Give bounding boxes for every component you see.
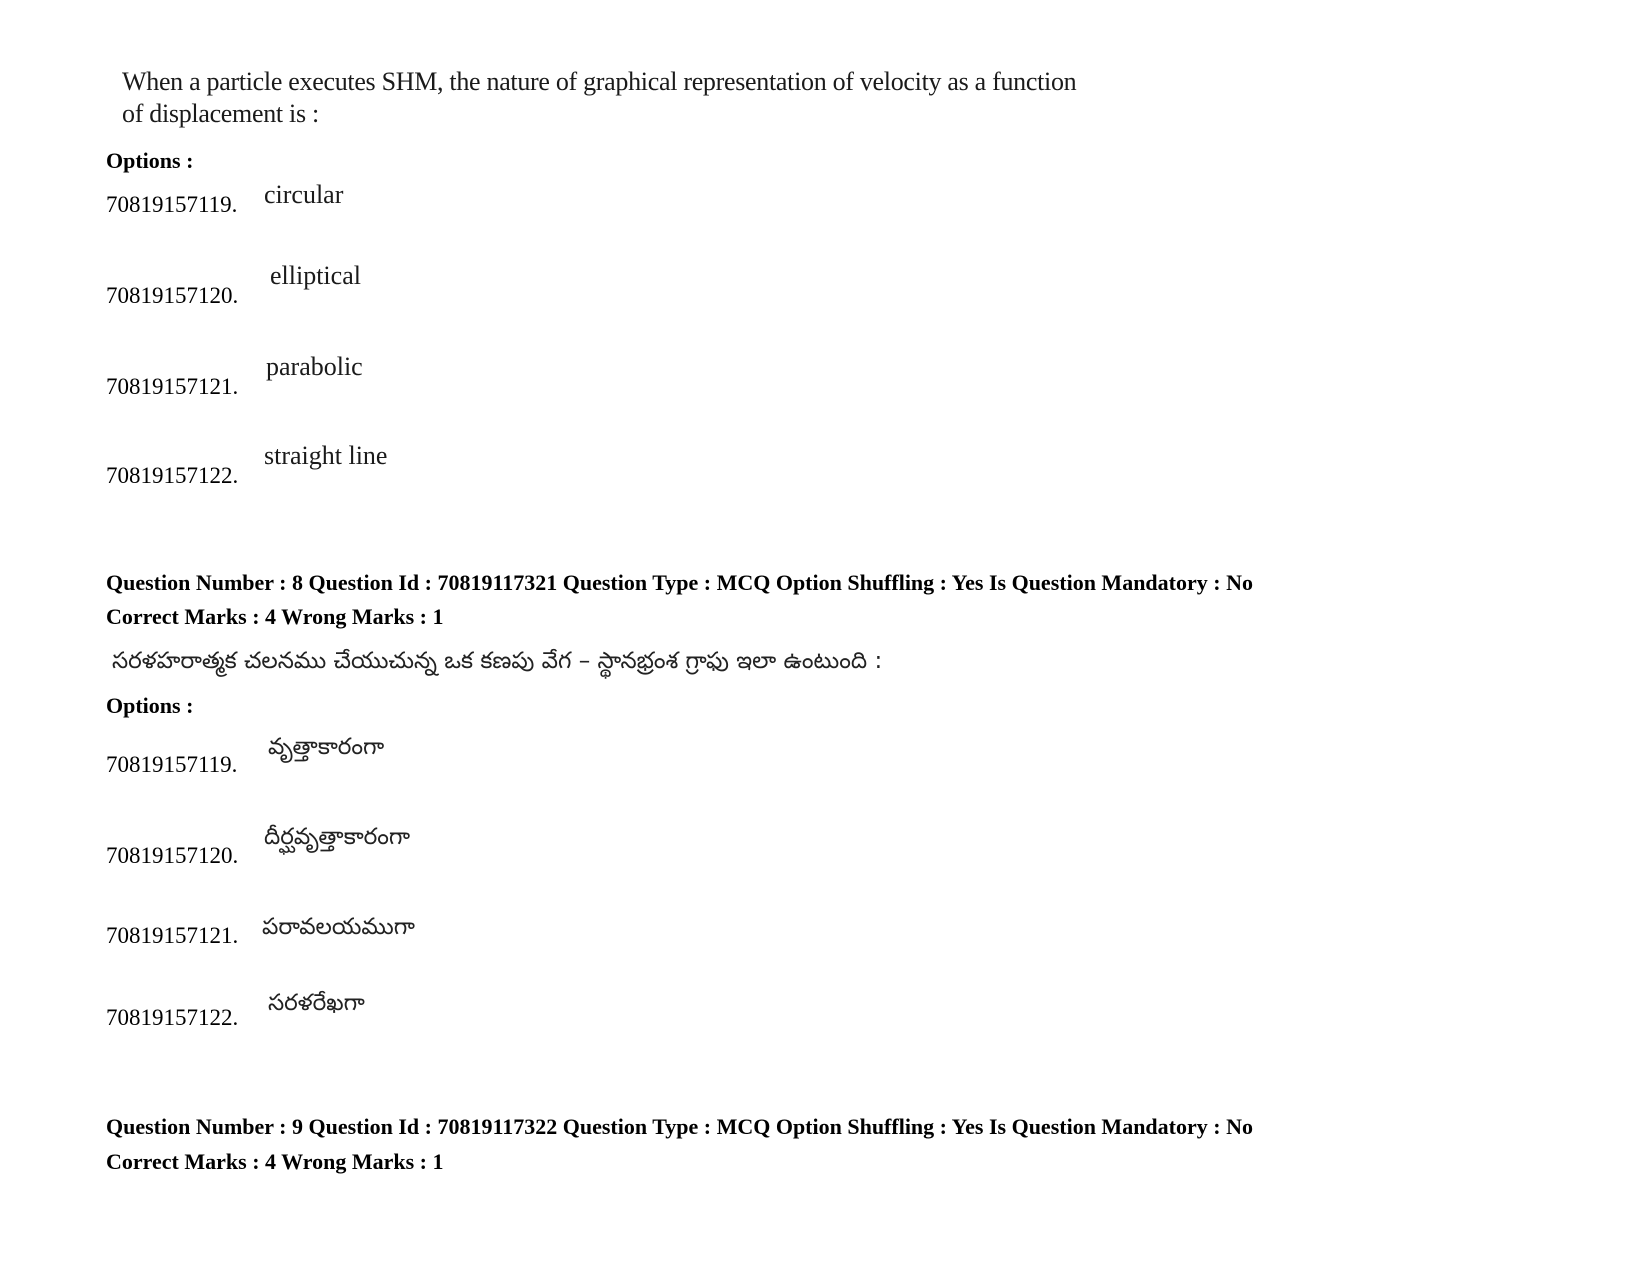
option-id: 70819157121. (106, 374, 239, 399)
question-9-meta-line2: Correct Marks : 4 Wrong Marks : 1 (106, 1149, 444, 1174)
option-id: 70819157120. (106, 283, 239, 308)
question-8-meta-line2: Correct Marks : 4 Wrong Marks : 1 (106, 604, 444, 629)
option-text: circular (264, 180, 344, 209)
question-7-text-line2: of displacement is : (122, 99, 319, 128)
option-id: 70819157121. (106, 923, 239, 948)
option-text: వృత్తాకారంగా (268, 734, 385, 760)
option-text: elliptical (270, 261, 361, 290)
question-7-text-line1: When a particle executes SHM, the nature of graphical representation of velocity as a function (122, 67, 1077, 96)
option-id: 70819157119. (106, 752, 238, 777)
question-7-text (122, 66, 1282, 130)
option-text: సరళరేఖగా (268, 990, 365, 1016)
question-8-meta-line1: Question Number : 8 Question Id : 70819117321 Question Type : MCQ Option Shuffling : Yes Is Question Mandatory : No (106, 570, 1253, 595)
options-label: Options : (106, 148, 194, 173)
option-id: 70819157119. (106, 192, 238, 217)
question-8-telugu-text: సరళహరాత్మక చలనము చేయుచున్న ఒక కణపు వేగ – స్థానభ్రంశ గ్రాఫు ఇలా ఉంటుంది : (112, 648, 883, 674)
option-text: దీర్ఘవృత్తాకారంగా (264, 824, 411, 850)
option-id: 70819157122. (106, 1005, 239, 1030)
options-label: Options : (106, 693, 194, 718)
option-text: parabolic (266, 352, 363, 381)
question-9-meta-line1: Question Number : 9 Question Id : 70819117322 Question Type : MCQ Option Shuffling : Yes Is Question Mandatory : No (106, 1114, 1253, 1139)
option-text: straight line (264, 441, 388, 470)
option-id: 70819157122. (106, 463, 239, 488)
option-text: పరావలయముగా (262, 914, 415, 940)
option-id: 70819157120. (106, 843, 239, 868)
